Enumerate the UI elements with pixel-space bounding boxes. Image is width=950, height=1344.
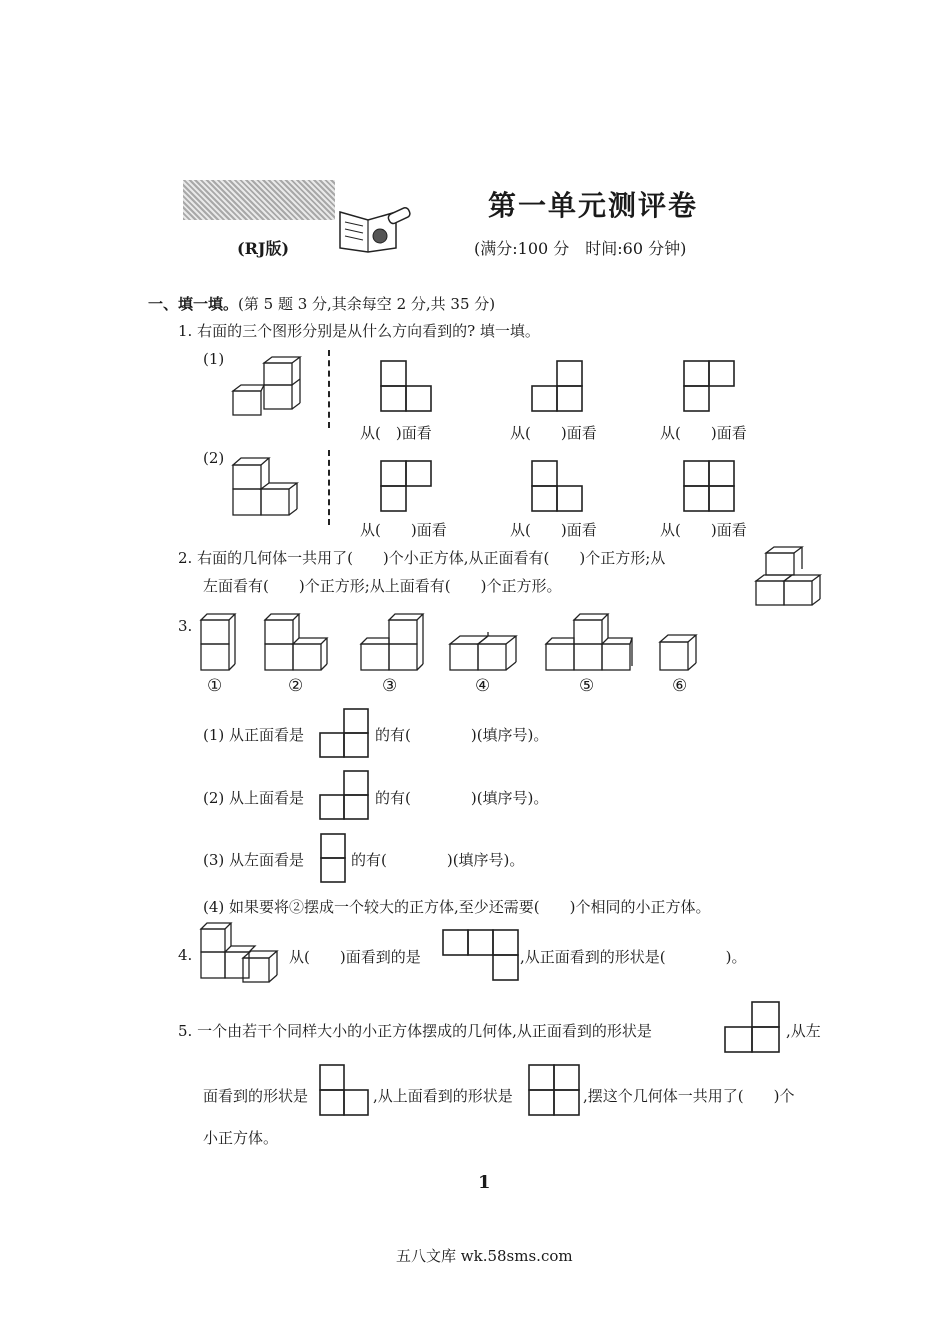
- q5-front-shape: [723, 1000, 783, 1056]
- q4-text-b: ,从正面看到的形状是( )。: [520, 948, 747, 966]
- q3-solid-2: [262, 612, 334, 674]
- q3-sub2-b: 的有( )(填序号)。: [375, 789, 549, 807]
- q5-line2-b: ,从上面看到的形状是: [373, 1087, 513, 1105]
- q3-solid-6: [657, 630, 705, 674]
- page-title: 第一单元测评卷: [488, 189, 699, 222]
- q3-solid-1: [198, 612, 238, 674]
- q1-blank-1a: 从( )面看: [360, 424, 432, 442]
- q1-view-1a: [380, 360, 440, 415]
- q3-index-2: ②: [288, 676, 304, 696]
- q1-blank-1b: 从( )面看: [510, 424, 597, 442]
- reading-book-icon: [336, 204, 416, 254]
- q3-solid-5: [543, 612, 635, 674]
- q1-solid-1: [228, 355, 303, 420]
- q3-sub3-a: (3) 从左面看是: [203, 851, 305, 869]
- q5-top-shape: [527, 1063, 582, 1119]
- q1-blank-2c: 从( )面看: [660, 521, 747, 539]
- q1-divider-1: [328, 350, 330, 428]
- q4-label: 4.: [178, 946, 193, 964]
- q4-shape: [441, 928, 521, 983]
- page-number: 1: [478, 1172, 491, 1193]
- q1-blank-1c: 从( )面看: [660, 424, 747, 442]
- q3-index-4: ④: [475, 676, 491, 696]
- q1-text: 1. 右面的三个图形分别是从什么方向看到的? 填一填。: [178, 322, 540, 340]
- q3-sub1-b: 的有( )(填序号)。: [375, 726, 549, 744]
- exam-meta: (满分:100 分 时间:60 分钟): [474, 239, 687, 258]
- q5-line1-b: ,从左: [786, 1022, 821, 1040]
- q1-blank-2a: 从( )面看: [360, 521, 447, 539]
- q2-line1: 2. 右面的几何体一共用了( )个小正方体,从正面看有( )个正方形;从: [178, 549, 666, 567]
- q3-solid-4: [447, 630, 519, 674]
- scanned-label-stamp: [183, 180, 335, 220]
- q3-sub1-a: (1) 从正面看是: [203, 726, 305, 744]
- section-heading: [148, 293, 495, 314]
- section-title: 一、填一填。: [148, 295, 239, 313]
- q5-left-shape: [318, 1063, 372, 1119]
- q5-line1-a: 5. 一个由若干个同样大小的小正方体摆成的几何体,从正面看到的形状是: [178, 1022, 652, 1040]
- q3-index-5: ⑤: [579, 676, 595, 696]
- q3-sub4: (4) 如果要将②摆成一个较大的正方体,至少还需要( )个相同的小正方体。: [203, 898, 711, 916]
- q4-text-a: 从( )面看到的是: [289, 948, 421, 966]
- q5-line2-c: ,摆这个几何体一共用了( )个: [583, 1087, 795, 1105]
- q3-index-1: ①: [207, 676, 223, 696]
- q1-view-1c: [683, 360, 743, 415]
- q4-solid: [198, 920, 288, 986]
- q1-part1-label: (1): [203, 350, 225, 368]
- q1-view-1b: [531, 360, 591, 415]
- q1-view-2a: [380, 460, 440, 515]
- edition-label: (RJ版): [237, 239, 290, 258]
- q1-view-2b: [531, 460, 591, 515]
- q2-line2: 左面看有( )个正方形;从上面看有( )个正方形。: [203, 577, 562, 595]
- q3-label: 3.: [178, 617, 193, 635]
- q5-line2-a: 面看到的形状是: [203, 1087, 309, 1105]
- q1-part2-label: (2): [203, 449, 225, 467]
- q1-solid-2: [228, 453, 303, 523]
- section-note: (第 5 题 3 分,其余每空 2 分,共 35 分): [238, 295, 496, 313]
- footer-watermark: 五八文库 wk.58sms.com: [396, 1247, 573, 1265]
- q1-blank-2b: 从( )面看: [510, 521, 597, 539]
- q3-sub2-a: (2) 从上面看是: [203, 789, 305, 807]
- q3-sub3-b: 的有( )(填序号)。: [351, 851, 525, 869]
- q3-index-6: ⑥: [672, 676, 688, 696]
- q3-solid-3: [358, 612, 430, 674]
- q5-line3: 小正方体。: [203, 1129, 279, 1147]
- q3-index-3: ③: [382, 676, 398, 696]
- q1-view-2c: [683, 460, 743, 515]
- q3-sub1-shape: [318, 708, 373, 760]
- q3-sub3-shape: [319, 833, 349, 885]
- q1-divider-2: [328, 450, 330, 525]
- q2-solid: [752, 545, 827, 610]
- q3-sub2-shape: [318, 770, 373, 822]
